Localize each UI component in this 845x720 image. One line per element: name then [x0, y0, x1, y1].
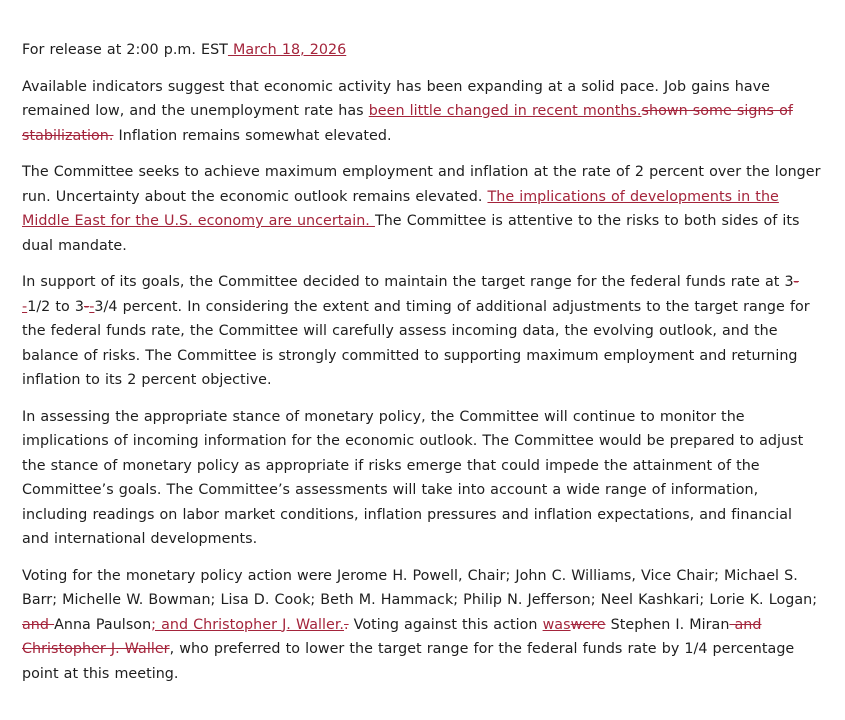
- body-text: Stephen I. Miran: [605, 616, 730, 633]
- body-text: 3/4 percent. In considering the extent and timing of additional adjustments to the target range for the federal funds rate, the Committee will carefully assess incoming data, the evolving outlook, and the balance of risks. The Committee is strongly committed to supporting maximum employment and returning inflation to its 2 percent objective.: [22, 298, 810, 388]
- body-text: 1/2 to 3: [27, 298, 84, 315]
- paragraph-3: [22, 160, 822, 258]
- deleted-text: -: [84, 298, 90, 315]
- deleted-text: .: [344, 616, 349, 633]
- inserted-text: was: [542, 616, 571, 633]
- paragraph-1: [22, 38, 822, 63]
- body-text: In support of its goals, the Committee decided to maintain the target range for the federal funds rate at 3: [22, 274, 794, 290]
- body-text: The Committee is attentive to the risks to both sides of its dual mandate.: [22, 213, 800, 254]
- document-body: [22, 38, 822, 698]
- inserted-text: -: [89, 298, 95, 315]
- inserted-text: been little changed in recent months.: [368, 103, 642, 119]
- deleted-text: -: [793, 274, 799, 290]
- body-text: Inflation remains somewhat elevated.: [113, 127, 392, 144]
- body-text: In assessing the appropriate stance of monetary policy, the Committee will continue to monitor the implications of incoming information for the economic outlook. The Committee would be prepared to adjust the stance of monetary policy as appropriate if risks emerge that could impede the attainment of the Committee’s goals. The Committee’s assessments will take into account a wide range of information, including readings on labor market conditions, inflation pressures and inflation expectations, and financial and international developments.: [22, 408, 804, 547]
- body-text: Voting against this action: [348, 616, 543, 633]
- body-text: , who preferred to lower the target range for the federal funds rate by 1/4 percentage point at this meeting.: [22, 641, 795, 682]
- deleted-text: and Christopher J. Waller: [22, 616, 762, 657]
- inserted-text: March 18, 2026: [227, 42, 347, 58]
- body-text: Voting for the monetary policy action were Jerome H. Powell, Chair; John C. Williams, Vice Chair; Michael S. Barr; Michelle W. Bowman; Lisa D. Cook; Beth M. Hammack; Philip N. Jefferson; Neel Kashkari; Lorie K. Logan;: [22, 567, 818, 608]
- body-text: Anna Paulson: [54, 616, 152, 633]
- inserted-text: The implications of developments in the Middle East for the U.S. economy are uncertain.: [22, 188, 779, 229]
- paragraph-2: [22, 75, 822, 149]
- inserted-text: -: [22, 298, 28, 315]
- body-text: The Committee seeks to achieve maximum employment and inflation at the rate of 2 percent over the longer run. Uncertainty about the economic outlook remains elevated.: [22, 164, 821, 205]
- body-text: Available indicators suggest that economic activity has been expanding at a solid pace. Job gains have remained low, and the unemployment rate has: [22, 78, 770, 119]
- deleted-text: shown some signs of stabilization.: [22, 103, 793, 144]
- body-text: For release at 2:00 p.m. EST: [22, 42, 228, 58]
- inserted-text: ; and Christopher J. Waller.: [151, 616, 345, 633]
- paragraph-5: [22, 405, 822, 552]
- paragraph-6: [22, 564, 822, 687]
- deleted-text: and: [22, 616, 55, 633]
- paragraph-4: [22, 270, 822, 393]
- deleted-text: were: [570, 616, 606, 633]
